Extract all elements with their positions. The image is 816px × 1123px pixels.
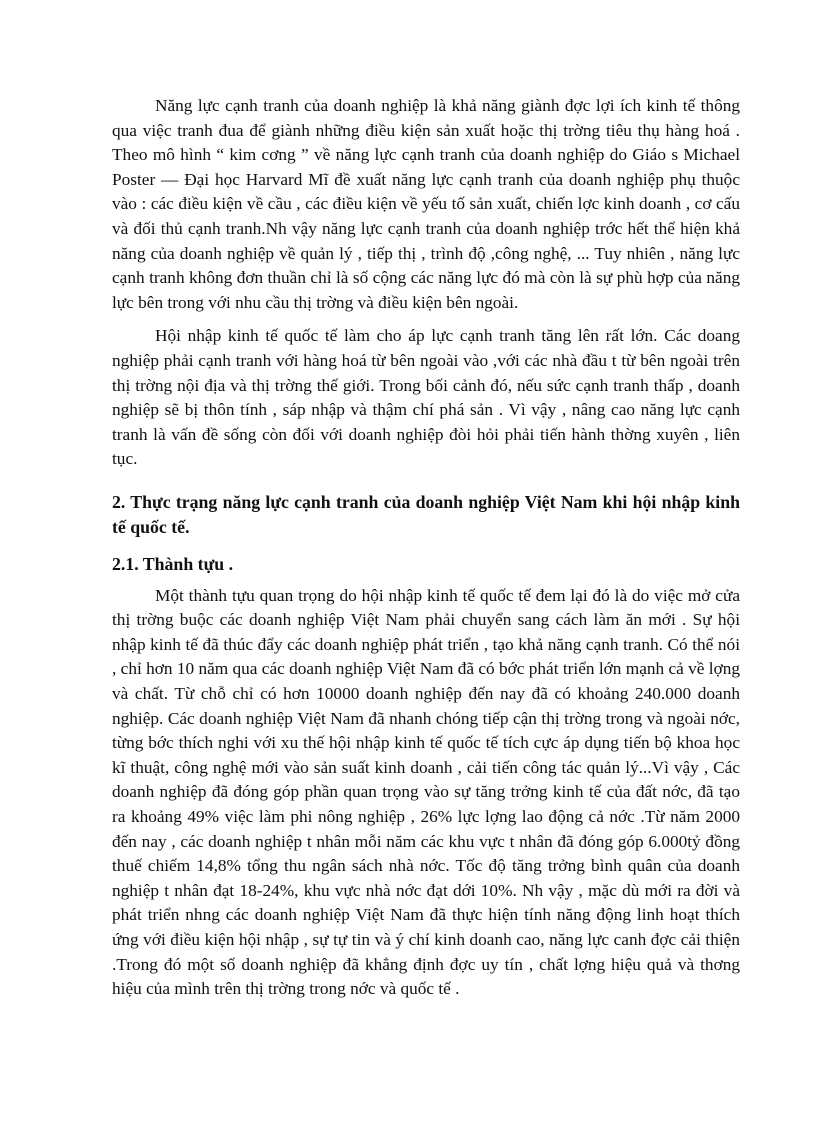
document-page	[112, 94, 740, 1002]
paragraph-integration-pressure: Hội nhập kinh tế quốc tế làm cho áp lực cạnh tranh tăng lên rất lớn. Các doang nghiệp phải cạnh tranh với hàng hoá từ bên ngoài vào ,với các nhà đầu t từ bên ngoài trên thị trờng nội địa và thị trờng thế giới. Trong bối cảnh đó, nếu sức cạnh tranh thấp , doanh nghiệp sẽ bị thôn tính , sáp nhập và thậm chí phá sản . Vì vậy , nâng cao năng lực cạnh tranh là vấn đề sống còn đối với doanh nghiệp đòi hỏi phải tiến hành thờng xuyên , liên tục.	[112, 326, 740, 469]
section-heading: 2. Thực trạng năng lực cạnh tranh của doanh nghiệp Việt Nam khi hội nhập kinh tế quốc tế.	[112, 491, 740, 537]
paragraph-achievements: Một thành tựu quan trọng do hội nhập kinh tế quốc tế đem lại đó là do việc mở cửa thị trờng buộc các doanh nghiệp Việt Nam phải chuyển sang cách làm ăn mới . Sự hội nhập kinh tế đã thúc đẩy các doanh nghiệp phát triển , tạo khả năng cạnh tranh. Có thể nói , chỉ hơn 10 năm qua các doanh nghiệp Việt Nam đã có bớc phát triển lớn mạnh cả về lợng và chất. Từ chỗ chỉ có hơn 10000 doanh nghiệp đến nay đã có khoảng 240.000 doanh nghiệp. Các doanh nghiệp Việt Nam đã nhanh chóng tiếp cận thị trờng trong và ngoài nớc, từng bớc thích nghi với xu thế hội nhập kinh tế quốc tế tích cực áp dụng tiến bộ khoa học kĩ thuật, công nghệ mới vào sản suất kinh doanh , cải tiến công tác quản lý...Vì vậy , Các doanh nghiệp đã đóng góp phần quan trọng vào sự tăng trởng kinh tế của đất nớc, đã tạo ra khoảng 49% việc làm phi nông nghiệp , 26% lực lợng lao động cả nớc .Từ năm 2000 đến nay , các doanh nghiệp t nhân mỗi năm các khu vực t nhân đã đóng góp 6.000tỷ đồng thuế chiếm 14,8% tổng thu ngân sách nhà nớc. Tốc độ tăng trởng bình quân của doanh nghiệp t nhân đạt 18-24%, khu vực nhà nớc đạt dới 10%. Nh vậy , mặc dù mới ra đời và phát triển nhng các doanh nghiệp Việt Nam đã thực hiện tính năng động linh hoạt thích ứng với điều kiện hội nhập , sự tự tin và ý chí kinh doanh cao, năng lực canh đợc cải thiện .Trong đó một số doanh nghiệp đã khẳng định đợc uy tín , chất lợng hiệu quả và thơng hiệu của mình trên thị trờng trong nớc và quốc tế .	[112, 585, 740, 999]
sub-heading-achievements: 2.1. Thành tựu .	[112, 554, 234, 575]
paragraph-competitiveness-definition: Năng lực cạnh tranh của doanh nghiệp là khả năng giành đợc lợi ích kinh tế thông qua việc tranh đua để giành những điều kiện sản xuất hoặc thị trờng tiêu thụ hàng hoá . Theo mô hình “ kim cơng ” về năng lực cạnh tranh của doanh nghiệp do Giáo s Michael Poster — Đại học Harvard Mĩ đề xuất năng lực cạnh tranh của doanh nghiệp phụ thuộc vào : các điều kiện về cầu , các điều kiện về yếu tố sản xuất, chiến lợc kinh doanh , cơ cấu và đối thủ cạnh tranh.Nh vậy năng lực cạnh tranh của doanh nghiệp trớc hết thể hiện khả năng của doanh nghiệp về quản lý , tiếp thị , trình độ ,công nghệ, ... Tuy nhiên , năng lực cạnh tranh không đơn thuần chỉ là số cộng các năng lực đó mà còn là sự phù hợp của năng lực bên trong với nhu cầu thị trờng và điều kiện bên ngoài.	[112, 96, 740, 312]
